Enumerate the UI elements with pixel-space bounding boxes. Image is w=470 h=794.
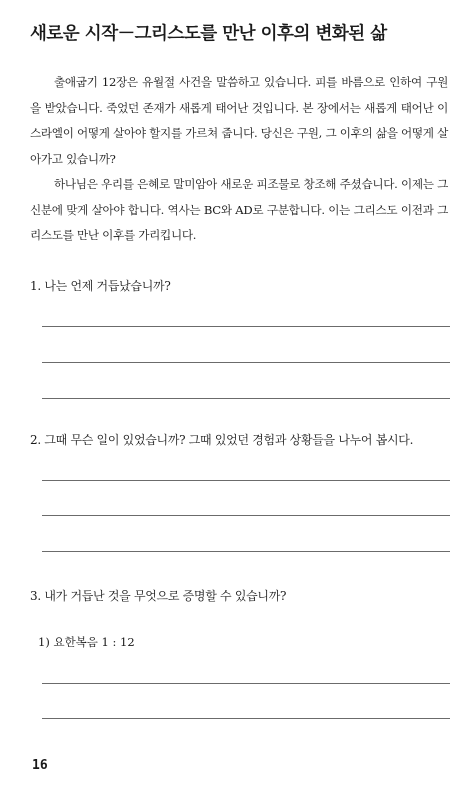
answer-line[interactable]: [42, 551, 450, 552]
question-3: 3. 내가 거듭난 것을 무엇으로 증명할 수 있습니까?: [30, 589, 287, 603]
question-2: 2. 그때 무슨 일이 있었습니까? 그때 있었던 경험과 상황들을 나누어 봅시다.: [30, 433, 414, 447]
question-1: 1. 나는 언제 거듭났습니까?: [30, 279, 171, 293]
intro-paragraph-1: 출애굽기 12장은 유월절 사건을 말씀하고 있습니다. 피를 바름으로 인하여 구원을 받았습니다. 죽었던 존재가 새롭게 태어난 것입니다. 본 장에서는 새롭게 태어난 이스라엘이 어떻게 살아야 할지를 가르쳐 줍니다. 당신은 구원, 그 이후의 삶을 어떻게 살아가고 있습니까?: [30, 75, 448, 166]
answer-line[interactable]: [42, 326, 450, 327]
answer-line[interactable]: [42, 398, 450, 399]
answer-line[interactable]: [42, 362, 450, 363]
intro-paragraph-2: 하나님은 우리를 은혜로 말미암아 새로운 피조물로 창조해 주셨습니다. 이제는 그 신분에 맞게 살아야 합니다. 역사는 BC와 AD로 구분합니다. 이는 그리스도 이전과 그리스도를 만난 이후를 가리킵니다.: [30, 177, 448, 242]
intro-text: [30, 70, 448, 249]
answer-line[interactable]: [42, 515, 450, 516]
page-title: 새로운 시작－그리스도를 만난 이후의 변화된 삶: [30, 24, 387, 44]
question-3-subitem: 1) 요한복음 1 : 12: [38, 635, 135, 649]
answer-line[interactable]: [42, 683, 450, 684]
answer-line[interactable]: [42, 480, 450, 481]
answer-line[interactable]: [42, 718, 450, 719]
page-number: 16: [32, 758, 48, 773]
